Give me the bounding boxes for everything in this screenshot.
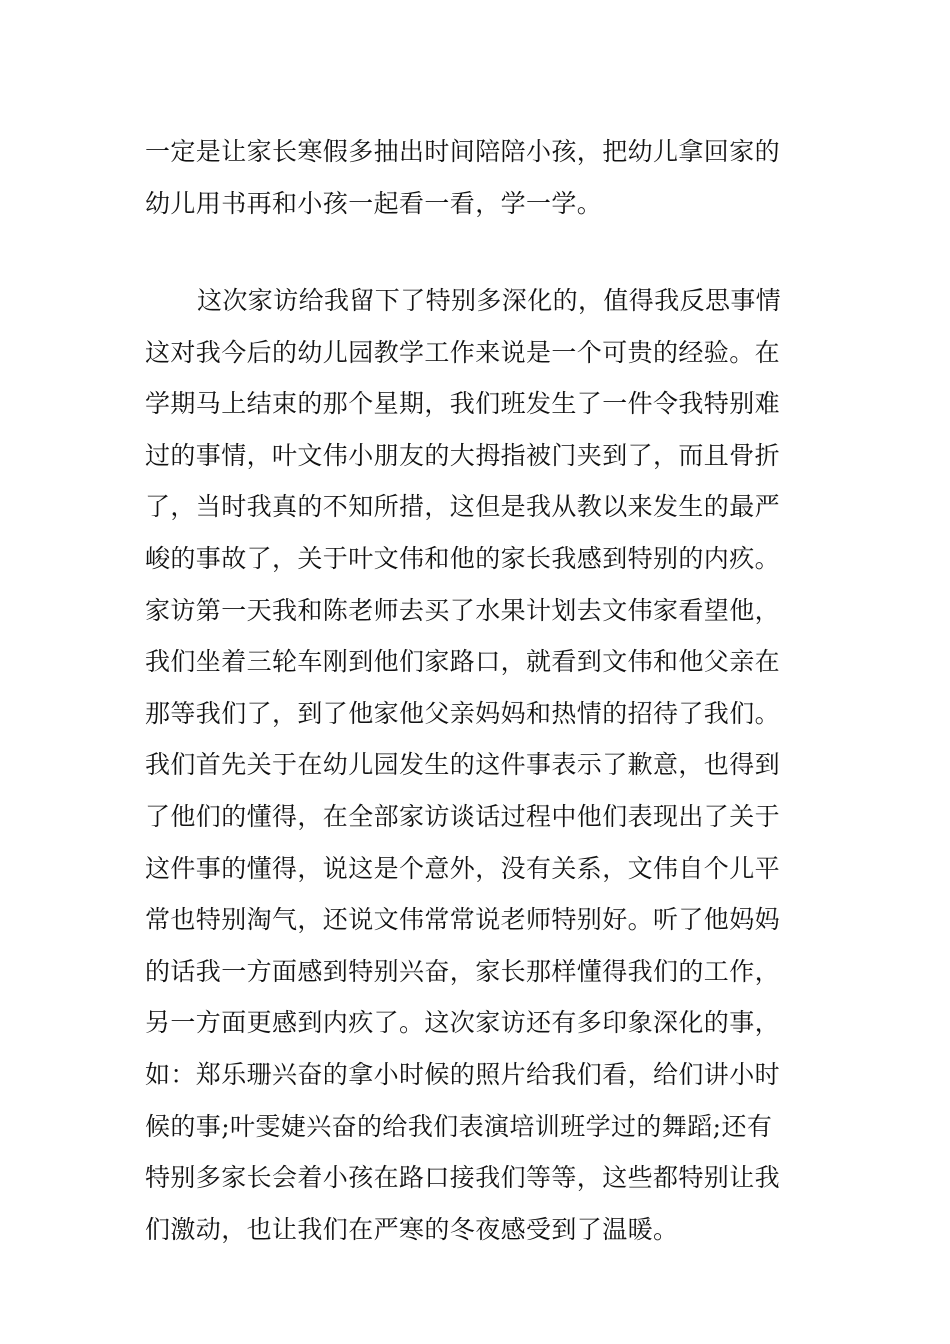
text-line: 我们首先关于在幼儿园发生的这件事表示了歉意，也得到 <box>145 750 781 780</box>
text-line: 学期马上结束的那个星期，我们班发生了一件令我特别难 <box>145 389 781 419</box>
text-line: 们激动，也让我们在严寒的冬夜感受到了温暖。 <box>145 1214 679 1244</box>
text-line: 峻的事故了，关于叶文伟和他的家长我感到特别的内疚。 <box>145 543 781 573</box>
text-line: 这次家访给我留下了特别多深化的，值得我反思事情 <box>197 286 782 315</box>
paragraph-1 <box>145 126 810 229</box>
text-line: 了他们的懂得，在全部家访谈话过程中他们表现出了关于 <box>145 801 781 831</box>
text-line: 如：郑乐珊兴奋的拿小时候的照片给我们看，给们讲小时 <box>145 1059 781 1089</box>
text-line: 另一方面更感到内疚了。这次家访还有多印象深化的事， <box>145 1008 781 1038</box>
text-line: 一定是让家长寒假多抽出时间陪陪小孩，把幼儿拿回家的 <box>145 137 781 166</box>
text-line: 我们坐着三轮车刚到他们家路口，就看到文伟和他父亲在 <box>145 647 781 677</box>
text-line: 这件事的懂得，说这是个意外，没有关系，文伟自个儿平 <box>145 853 781 883</box>
text-line: 幼儿用书再和小孩一起看一看，学一学。 <box>145 188 603 218</box>
text-line: 候的事;叶雯婕兴奋的给我们表演培训班学过的舞蹈;还有 <box>145 1111 773 1141</box>
text-line: 那等我们了，到了他家他父亲妈妈和热情的招待了我们。 <box>145 698 781 728</box>
paragraph-2 <box>145 275 810 1255</box>
text-line: 过的事情，叶文伟小朋友的大拇指被门夹到了，而且骨折 <box>145 440 781 470</box>
text-line: 家访第一天我和陈老师去买了水果计划去文伟家看望他， <box>145 595 781 625</box>
text-line: 了，当时我真的不知所措，这但是我从教以来发生的最严 <box>145 492 781 522</box>
text-line: 这对我今后的幼儿园教学工作来说是一个可贵的经验。在 <box>145 337 781 367</box>
text-line: 的话我一方面感到特别兴奋，家长那样懂得我们的工作， <box>145 956 781 986</box>
text-line: 常也特别淘气，还说文伟常常说老师特别好。听了他妈妈 <box>145 905 781 935</box>
text-line: 特别多家长会着小孩在路口接我们等等，这些都特别让我 <box>145 1163 781 1193</box>
